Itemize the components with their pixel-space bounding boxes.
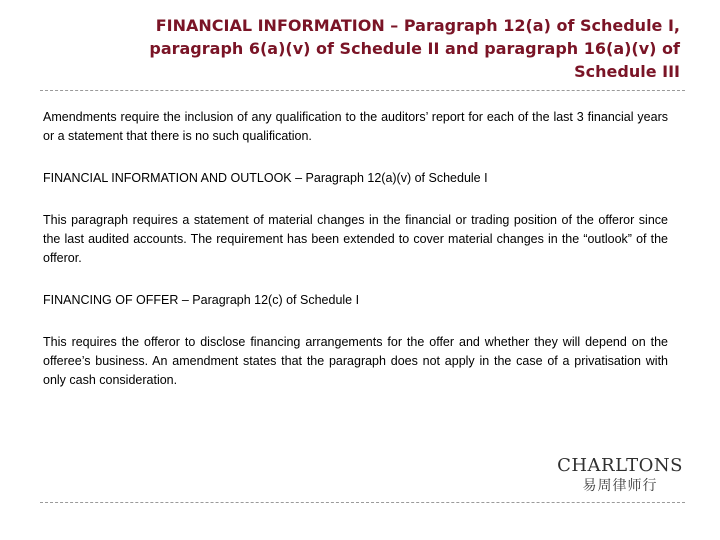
title-line-3: Schedule III xyxy=(574,62,680,81)
heading-financial-outlook: FINANCIAL INFORMATION AND OUTLOOK – Paragraph 12(a)(v) of Schedule I xyxy=(43,171,488,185)
bottom-divider xyxy=(40,502,685,503)
top-divider xyxy=(40,90,685,91)
paragraph-financing-arrangements: This requires the offeror to disclose financing arrangements for the offer and whether they will depend on the offeree’s business. An amendment states that the paragraph does not apply in the case of a privatisation with only cash consideration. xyxy=(43,335,668,387)
slide-title xyxy=(60,14,680,83)
heading-financing-of-offer: FINANCING OF OFFER – Paragraph 12(c) of Schedule I xyxy=(43,293,360,307)
paragraph-amendments: Amendments require the inclusion of any qualification to the auditors’ report for each of the last 3 financial years or a statement that there is no such qualification. xyxy=(43,110,668,143)
charltons-logo xyxy=(555,455,685,495)
logo-name: CHARLTONS xyxy=(557,455,683,476)
slide-body xyxy=(43,108,668,390)
title-line-2: paragraph 6(a)(v) of Schedule II and paragraph 16(a)(v) of xyxy=(149,39,680,58)
paragraph-material-changes: This paragraph requires a statement of material changes in the financial or trading position of the offeror since the last audited accounts. The requirement has been extended to cover material changes in the “outlook” of the offeror. xyxy=(43,213,668,265)
logo-chinese-name: 易周律师行 xyxy=(582,478,658,494)
title-line-1: FINANCIAL INFORMATION – Paragraph 12(a) of Schedule I, xyxy=(155,16,680,35)
